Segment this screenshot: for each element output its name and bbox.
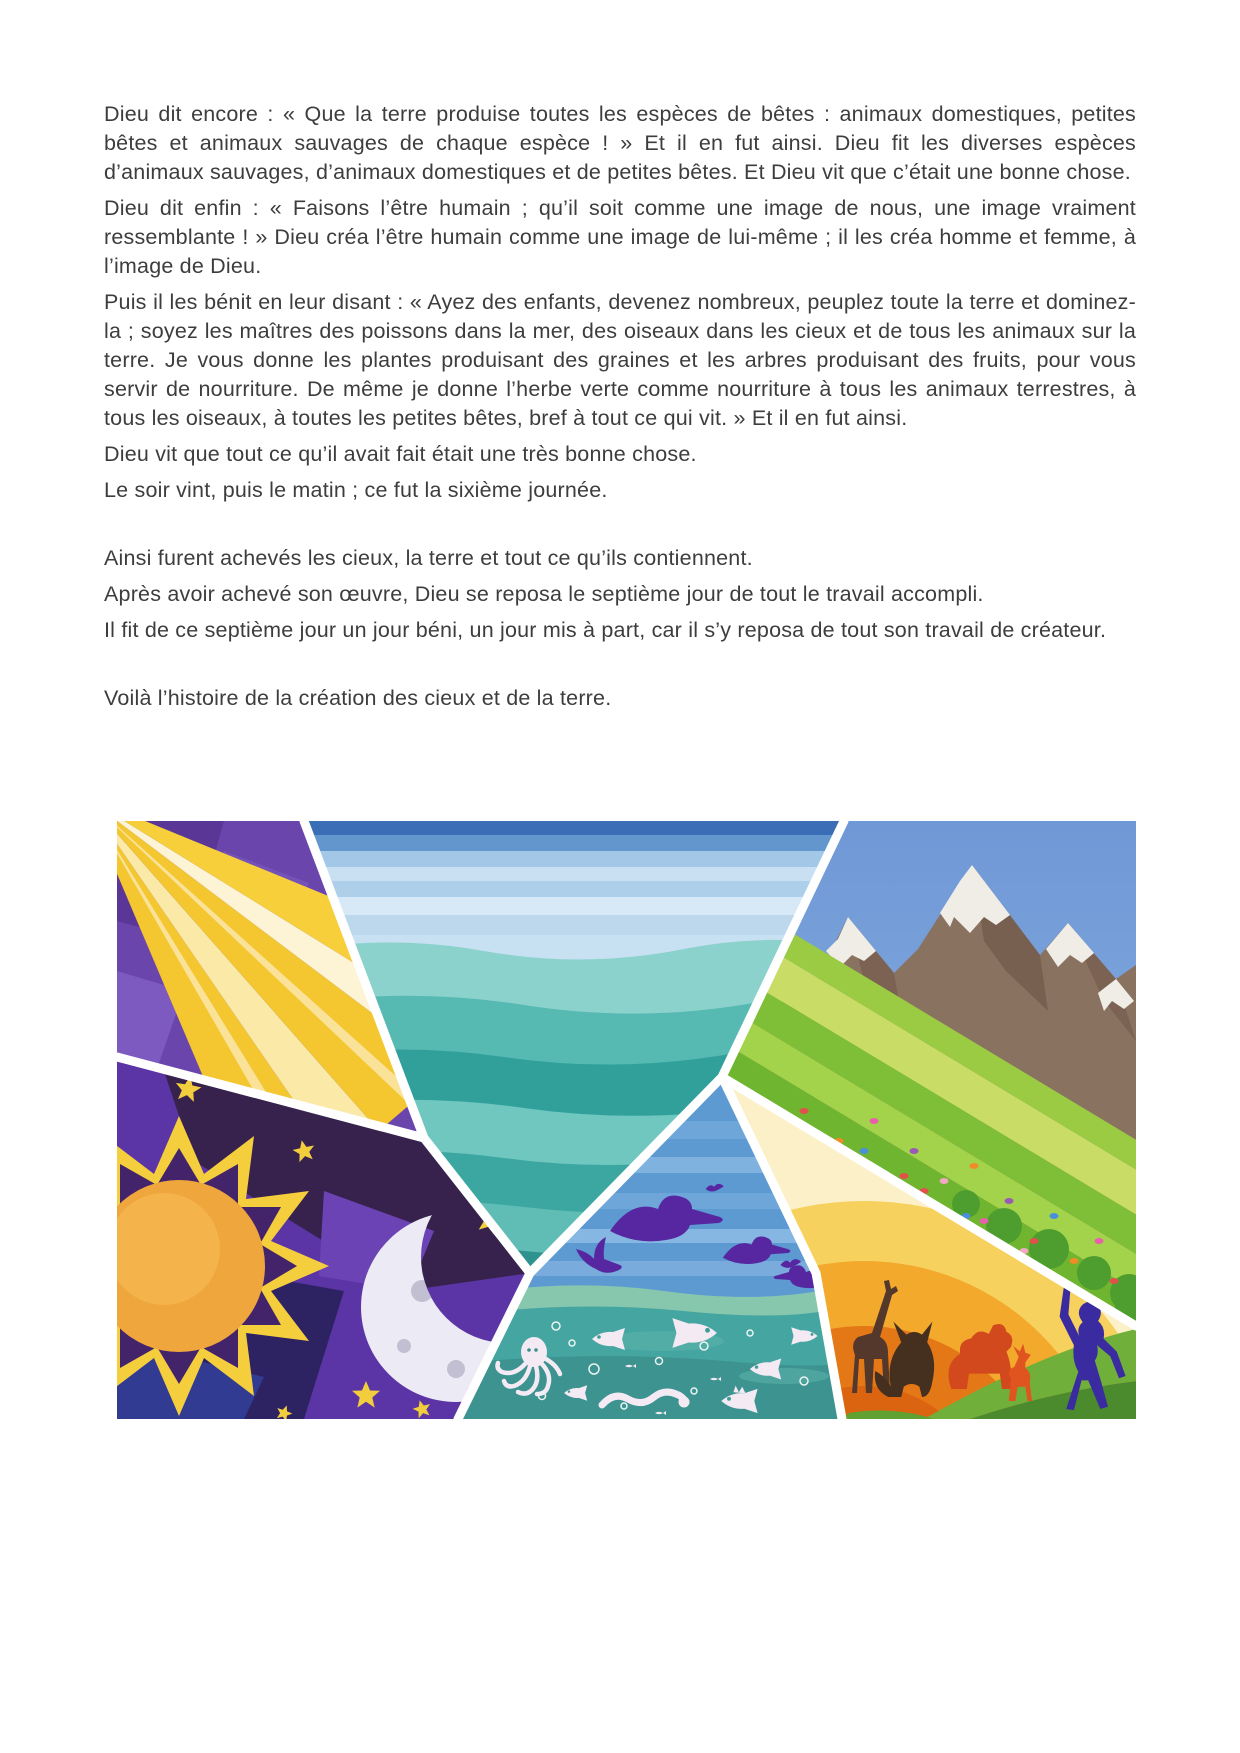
creation-illustration — [104, 821, 1136, 1419]
paragraph: Voilà l’histoire de la création des cieux et de la terre. — [104, 686, 612, 710]
paragraph: Dieu dit encore : « Que la terre produise toutes les espèces de bêtes : animaux domestiques, petites bêtes et animaux sauvages de chaque espèce ! » Et il en fut ainsi. Dieu fit les diverses espèces d’animaux sauvages, d’animaux domestiques et de petites bêtes. Et Dieu vit que c’était une bonne chose. — [104, 102, 1136, 184]
paragraph: Dieu dit enfin : « Faisons l’être humain ; qu’il soit comme une image de nous, une image vraiment ressemblante ! » Dieu créa l’être humain comme une image de lui-même ; il les créa homme et femme, à l’image de Dieu. — [104, 196, 1136, 278]
paragraph: Ainsi furent achevés les cieux, la terre et tout ce qu’ils contiennent. — [104, 546, 753, 570]
scripture-text — [104, 100, 1136, 713]
paragraph: Après avoir achevé son œuvre, Dieu se reposa le septième jour de tout le travail accompli. — [104, 582, 984, 606]
paragraph: Le soir vint, puis le matin ; ce fut la sixième journée. — [104, 478, 608, 502]
paragraph: Dieu vit que tout ce qu’il avait fait était une très bonne chose. — [104, 442, 697, 466]
paragraph: Il fit de ce septième jour un jour béni, un jour mis à part, car il s’y reposa de tout son travail de créateur. — [104, 618, 1107, 642]
creation-collage-svg — [104, 821, 1136, 1419]
paragraph: Puis il les bénit en leur disant : « Ayez des enfants, devenez nombreux, peuplez toute la terre et dominez-la ; soyez les maîtres des poissons dans la mer, des oiseaux dans les cieux et de tous les animaux sur la terre. Je vous donne les plantes produisant des graines et les arbres produisant des fruits, pour vous servir de nourriture. De même je donne l’herbe verte comme nourriture à tous les animaux terrestres, à tous les oiseaux, à toutes les petites bêtes, bref à tout ce qui vit. » Et il en fut ainsi. — [104, 290, 1136, 430]
